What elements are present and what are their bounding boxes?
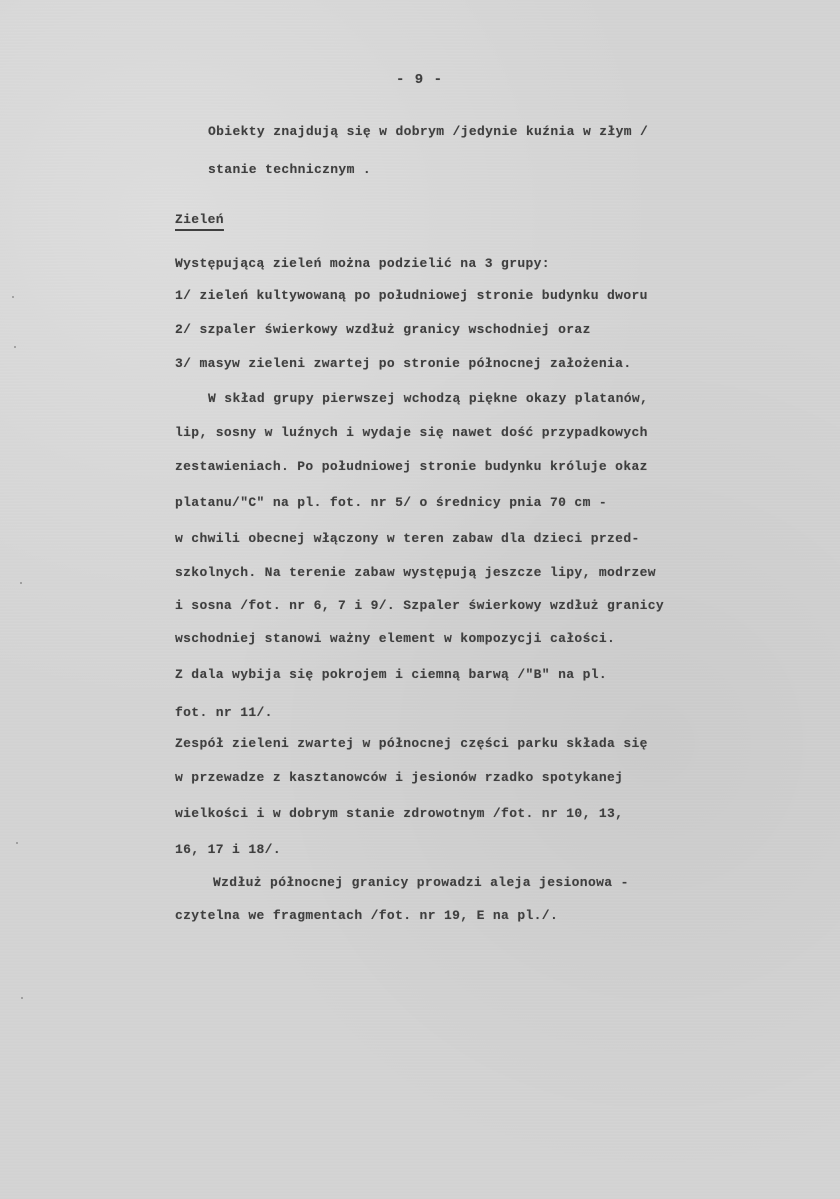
paper-speck <box>12 296 14 298</box>
body-line-12: wschodniej stanowi ważny element w kompozycji całości. <box>175 631 616 646</box>
paper-speck <box>21 997 23 999</box>
body-line-18: 16, 17 i 18/. <box>175 842 281 857</box>
body-line-15: Zespół zieleni zwartej w północnej części parku składa się <box>175 736 648 751</box>
body-line-5: W skład grupy pierwszej wchodzą piękne okazy platanów, <box>208 391 649 406</box>
body-line-8: platanu/"C" na pl. fot. nr 5/ o średnicy pnia 70 cm - <box>175 495 608 510</box>
section-heading: Zieleń <box>175 212 224 227</box>
paper-speck <box>20 582 22 584</box>
body-line-16: w przewadze z kasztanowców i jesionów rzadko spotykanej <box>175 770 624 785</box>
body-line-2: 1/ zieleń kultywowaną po południowej stronie budynku dworu <box>175 288 648 303</box>
body-line-6: lip, sosny w luźnych i wydaje się nawet dość przypadkowych <box>175 425 648 440</box>
paper-speck <box>16 842 18 844</box>
body-line-4: 3/ masyw zieleni zwartej po stronie północnej założenia. <box>175 356 632 371</box>
body-line-9: w chwili obecnej włączony w teren zabaw dla dzieci przed- <box>175 531 640 546</box>
body-line-19: Wzdłuż północnej granicy prowadzi aleja jesionowa - <box>213 875 629 890</box>
body-line-10: szkolnych. Na terenie zabaw występują jeszcze lipy, modrzew <box>175 565 656 580</box>
body-line-14: fot. nr 11/. <box>175 705 273 720</box>
intro-line-1: Obiekty znajdują się w dobrym /jedynie kuźnia w złym / <box>208 124 649 139</box>
body-line-1: Występującą zieleń można podzielić na 3 grupy: <box>175 256 550 271</box>
body-line-17: wielkości i w dobrym stanie zdrowotnym /fot. nr 10, 13, <box>175 806 624 821</box>
body-line-11: i sosna /fot. nr 6, 7 i 9/. Szpaler świerkowy wzdłuż granicy <box>175 598 665 613</box>
body-line-7: zestawieniach. Po południowej stronie budynku króluje okaz <box>175 459 648 474</box>
page-number: - 9 - <box>396 72 444 88</box>
body-line-20: czytelna we fragmentach /fot. nr 19, E na pl./. <box>175 908 559 923</box>
body-line-13: Z dala wybija się pokrojem i ciemną barwą /"B" na pl. <box>175 667 608 682</box>
intro-line-2: stanie technicznym . <box>208 162 372 177</box>
body-line-3: 2/ szpaler świerkowy wzdłuż granicy wschodniej oraz <box>175 322 591 337</box>
paper-speck <box>14 346 16 348</box>
